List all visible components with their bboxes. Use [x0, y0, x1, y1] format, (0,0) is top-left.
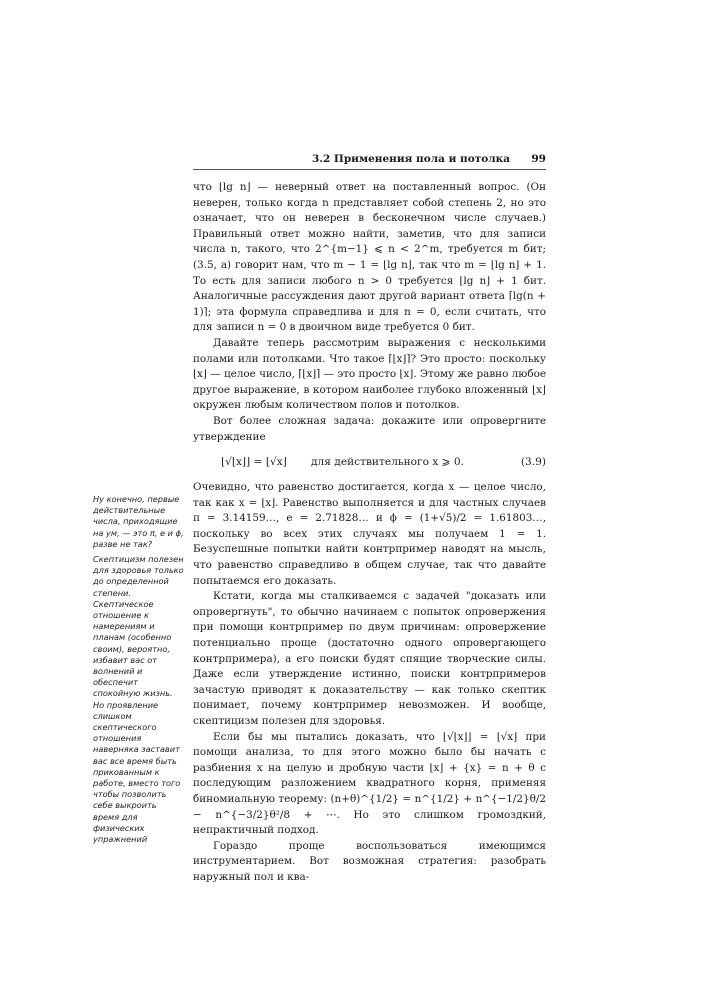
- paragraph-6: Если бы мы пытались доказать, что ⌊√⌊x⌋⌋ = ⌊√x⌋ при помощи анализа, то для этого можно было бы начать с разбиения x на целую и дробную части ⌊x⌋ + {x} = n + θ с последующим разложением квадратного корня, применяя биномиальную теорему: (n+θ)^{1/2} = n^{1/2} + n^{−1/2}θ/2 − n^{−3/2}θ²/8 + ⋯. Но это слишком громоздкий, непрактичный подход.: [193, 730, 546, 837]
- paragraph-3: Вот более сложная задача: докажите или опровергните утверждение: [193, 414, 546, 443]
- margin-notes: [93, 494, 185, 845]
- margin-note-1: Ну конечно, первые действительные числа, приходящие на ум, — это π, e и ϕ, разве не так?: [93, 494, 184, 549]
- page-number: 99: [531, 153, 546, 165]
- paragraph-2: Давайте теперь рассмотрим выражения с несколькими полами или потолками. Что такое ⌈⌊x⌋⌉? Это просто: поскольку ⌊x⌋ — целое число, ⌈⌊x⌋⌉ — это просто ⌊x⌋. Этому же равно любое другое выражение, в котором наиболее глубоко вложенный ⌊x⌋ окружен любым количеством полов и потолков.: [193, 336, 546, 412]
- paragraph-1: что ⌊lg n⌋ — неверный ответ на поставленный вопрос. (Он неверен, только когда n представляет собой степень 2, но это означает, что он неверен в бесконечном числе случаев.) Правильный ответ можно найти, заметив, что для записи числа n, такого, что 2^{m−1} ⩽ n < 2^m, требуется m бит; (3.5, a) говорит нам, что m − 1 = ⌊lg n⌋, так что m = ⌊lg n⌋ + 1. То есть для записи любого n > 0 требуется ⌊lg n⌋ + 1 бит. Аналогичные рассуждения дают другой вариант ответа ⌈lg(n + 1)⌉; эта формула справедлива и для n = 0, если считать, что для записи n = 0 в двоичном виде требуется 0 бит.: [193, 181, 546, 334]
- margin-note-2: Скептицизм полезен для здоровья только до определенной степени. Скептическое отношение к намерениям и планам (особенно своим), вероятно, избавит вас от волнений и обеспечит спокойную жизнь. Но проявление слишком скептического отношения наверняка заставит вас все время быть прикованным к работе, вместо того чтобы позволить себе выкроить время для физических упражнений: [93, 554, 184, 845]
- header-rule: [193, 169, 546, 170]
- paragraph-7: Гораздо проще воспользоваться имеющимся инструментарием. Вот возможная стратегия: разобрать наружный пол и ква-: [193, 839, 546, 883]
- equation-condition: для действительного x ⩾ 0.: [311, 456, 465, 469]
- paragraph-4: Очевидно, что равенство достигается, когда x — целое число, так как x = ⌊x⌋. Равенство выполняется и для частных случаев π = 3.14159…, e = 2.71828… и ϕ = (1+√5)/2 = 1.61803…, поскольку во всех этих случаях мы получаем 1 = 1. Безуспешные попытки найти контрпример наводят на мысль, что равенство справедливо в общем случае, так что давайте попытаемся его доказать.: [193, 481, 546, 587]
- section-title: 3.2 Применения пола и потолка: [312, 153, 511, 165]
- main-text: [193, 180, 546, 886]
- equation-number: (3.9): [520, 456, 546, 469]
- paragraph-5: Кстати, когда мы сталкиваемся с задачей "доказать или опровергнуть", то обычно начинаем с попыток опровержения при помощи контрпример по двум причинам: опровержение потенциально проще (достаточно одного опровергающего контрпримера), а его поиски будят спящие творческие силы. Даже если утверждение истинно, поиски контрпримеров зачастую приводят к доказательству — как только скептик понимает, почему контрпример невозможен. И вообще, скептицизм полезен для здоровья.: [193, 590, 546, 727]
- equation-formula: ⌊√⌊x⌋⌋ = ⌊√x⌋: [221, 456, 287, 469]
- display-equation: [193, 449, 546, 476]
